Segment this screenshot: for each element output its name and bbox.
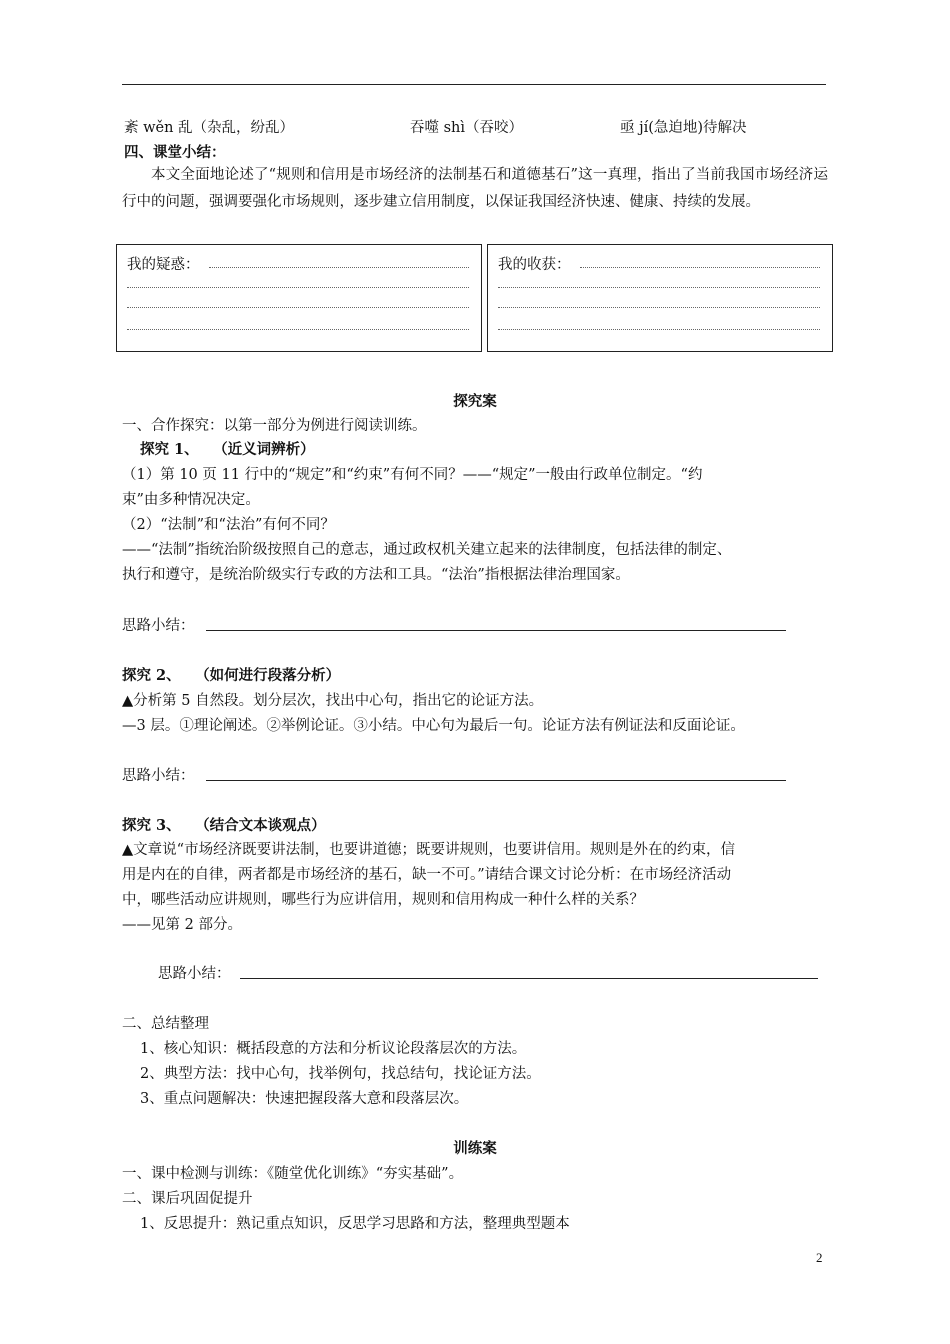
doubt-label: 我的疑惑： [127, 257, 200, 273]
explore-2-q: ▲分析第 5 自然段。划分层次，找出中心句，指出它的论证方法。 [122, 693, 544, 709]
typical-method: 2、典型方法：找中心句，找举例句，找总结句，找论证方法。 [140, 1066, 541, 1082]
summary-text: 本文全面地论述了“规则和信用是市场经济的法制基石和道德基石”这一真理，指出了当前我国市场经济运行中的问题，强调要强化市场规则，逐步建立信用制度，以保证我国经济快速、健康、持续的发展。 [122, 167, 828, 210]
vocab-item: 亟 jí(急迫地)待解决 [620, 120, 747, 136]
vocab-item: 吞噬 shì（吞咬） [410, 120, 524, 136]
writing-line [127, 287, 469, 288]
training-item: 1、反思提升：熟记重点知识，反思学习思路和方法，整理典型题本 [140, 1216, 570, 1232]
key-problem: 3、重点问题解决：快速把握段落大意和段落层次。 [140, 1091, 469, 1107]
explore-1-a2: ——“法制”指统治阶级按照自己的意志，通过政权机关建立起来的法律制度，包括法律的制定、 [122, 542, 732, 558]
explore-1-q1-cont: 束”由多种情况决定。 [122, 492, 260, 508]
writing-line [127, 329, 469, 330]
core-knowledge: 1、核心知识：概括段意的方法和分析议论段落层次的方法。 [140, 1041, 527, 1057]
writing-line [580, 267, 820, 268]
gain-label: 我的收获： [498, 257, 571, 273]
page-number: 2 [816, 1250, 823, 1265]
explore-section-1: 一、合作探究：以第一部分为例进行阅读训练。 [122, 418, 427, 434]
writing-line [127, 307, 469, 308]
explore-1-a2-cont: 执行和遵守，是统治阶级实行专政的方法和工具。“法治”指根据法律治理国家。 [122, 567, 630, 583]
training-item: 二、课后巩固促提升 [122, 1191, 253, 1207]
writing-line [209, 267, 469, 268]
explore-3-title: 探究 3、 （结合文本谈观点） [122, 817, 326, 834]
explore-3-a: ——见第 2 部分。 [122, 917, 242, 933]
explore-1-q1: （1）第 10 页 11 行中的“规定”和“约束”有何不同？——“规定”一般由行政单位制定。“约 [122, 467, 703, 483]
explore-1-q2: （2）“法制”和“法治”有何不同？ [122, 517, 335, 533]
explore-1-title: 探究 1、 （近义词辨析） [140, 441, 315, 458]
summary-label: 思路小结： [122, 618, 195, 634]
explore-2-a: —3 层。①理论阐述。②举例论证。③小结。中心句为最后一句。论证方法有例证法和反面论证。 [122, 718, 745, 734]
training-item: 一、课中检测与训练：《随堂优化训练》“夯实基础”。 [122, 1166, 464, 1182]
explore-2-title: 探究 2、 （如何进行段落分析） [122, 667, 341, 684]
summary-line [240, 978, 818, 979]
doubt-box [116, 244, 482, 352]
explore-3-q-cont2: 中，哪些活动应讲规则，哪些行为应讲信用，规则和信用构成一种什么样的关系？ [122, 892, 644, 908]
summary-label: 思路小结： [122, 768, 195, 784]
header-rule [122, 84, 826, 85]
writing-line [498, 287, 820, 288]
summary-heading: 四、课堂小结： [124, 144, 226, 161]
writing-line [498, 329, 820, 330]
summary-line [206, 780, 786, 781]
summary-line [206, 630, 786, 631]
explore-3-q-cont: 用是内在的自律，两者都是市场经济的基石，缺一不可。”请结合课文讨论分析：在市场经济活动 [122, 867, 732, 883]
explore-section-2: 二、总结整理 [122, 1016, 209, 1032]
explore-3-q: ▲文章说“市场经济既要讲法制，也要讲道德；既要讲规则，也要讲信用。规则是外在的约束，信 [122, 842, 736, 858]
writing-line [498, 307, 820, 308]
explore-title: 探究案 [453, 393, 497, 410]
summary-label: 思路小结： [158, 966, 231, 982]
gain-box [487, 244, 833, 352]
vocab-item: 紊 wěn 乱（杂乱，纷乱） [124, 120, 295, 136]
training-title: 训练案 [453, 1140, 497, 1157]
